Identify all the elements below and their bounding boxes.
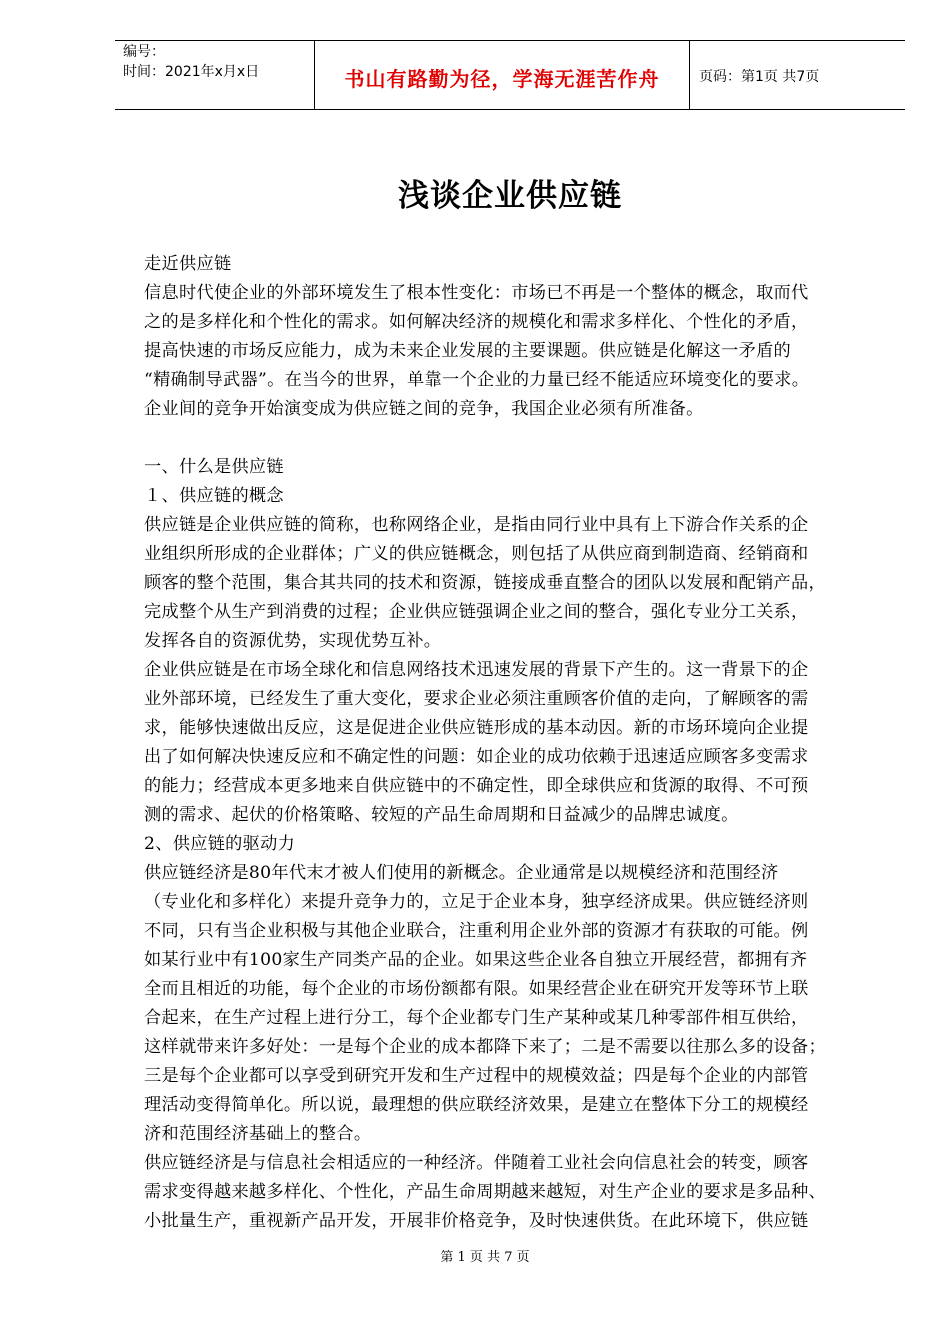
- body-text-line: 如某行业中有100家生产同类产品的企业。如果这些企业各自独立开展经营，都拥有齐: [144, 950, 808, 970]
- body-text-line: １、供应链的概念: [144, 486, 284, 506]
- body-text-line: 企业供应链是在市场全球化和信息网络技术迅速发展的背景下产生的。这一背景下的企: [144, 660, 809, 680]
- body-text-line: “精确制导武器”。在当今的世界，单靠一个企业的力量已经不能适应环境变化的要求。: [144, 370, 810, 390]
- body-text-line: 测的需求、起伏的价格策略、较短的产品生命周期和日益减少的品牌忠诚度。: [144, 805, 739, 825]
- body-text-line: 济和范围经济基础上的整合。: [144, 1124, 372, 1144]
- body-text-line: 理活动变得简单化。所以说，最理想的供应联经济效果，是建立在整体下分工的规模经: [144, 1095, 809, 1115]
- body-text-line: 业外部环境，已经发生了重大变化，要求企业必须注重顾客价值的走向，了解顾客的需: [144, 689, 809, 709]
- body-text-line: 求，能够快速做出反应，这是促进企业供应链形成的基本动因。新的市场环境向企业提: [144, 718, 809, 738]
- body-text-line: 供应链是企业供应链的简称，也称网络企业，是指由同行业中具有上下游合作关系的企: [144, 515, 809, 535]
- body-text-line: 供应链经济是80年代末才被人们使用的新概念。企业通常是以规模经济和范围经济: [144, 863, 779, 883]
- document-header: [115, 40, 905, 110]
- body-text-line: 顾客的整个范围，集合其共同的技术和资源，链接成垂直整合的团队以发展和配销产品，: [144, 573, 827, 593]
- body-text-line: 2、供应链的驱动力: [144, 834, 296, 854]
- body-text-line: 三是每个企业都可以享受到研究开发和生产过程中的规模效益；四是每个企业的内部管: [144, 1066, 809, 1086]
- header-page-info: 页码：第1页 共7页: [699, 69, 820, 85]
- body-text-line: 业组织所形成的企业群体；广义的供应链概念，则包括了从供应商到制造商、经销商和: [144, 544, 809, 564]
- serial-label: 编号：: [123, 44, 165, 60]
- body-text-line: （专业化和多样化）来提升竞争力的，立足于企业本身，独享经济成果。供应链经济则: [144, 892, 809, 912]
- body-text-line: 合起来，在生产过程上进行分工，每个企业都专门生产某种或某几种零部件相互供给，: [144, 1008, 809, 1028]
- header-motto: 书山有路勤为径，学海无涯苦作舟: [344, 67, 660, 91]
- document-title: 浅谈企业供应链: [398, 178, 622, 214]
- body-text-line: 出了如何解决快速反应和不确定性的问题：如企业的成功依赖于迅速适应顾客多变需求: [144, 747, 809, 767]
- header-motto-cell: [315, 41, 690, 109]
- document-body: [144, 250, 884, 1236]
- body-text-line: 完成整个从生产到消费的过程；企业供应链强调企业之间的整合，强化专业分工关系，: [144, 602, 809, 622]
- body-text-line: 这样就带来许多好处：一是每个企业的成本都降下来了；二是不需要以往那么多的设备；: [144, 1037, 827, 1057]
- blank-line: [144, 424, 884, 453]
- time-label: 时间：2021年x月x日: [123, 64, 260, 80]
- body-text-line: 不同，只有当企业积极与其他企业联合，注重利用企业外部的资源才有获取的可能。例: [144, 921, 809, 941]
- body-text-line: 提高快速的市场反应能力，成为未来企业发展的主要课题。供应链是化解这一矛盾的: [144, 341, 792, 361]
- header-meta: [115, 41, 315, 109]
- body-text-line: 发挥各自的资源优势，实现优势互补。: [144, 631, 442, 651]
- body-text-line: 小批量生产，重视新产品开发，开展非价格竞争，及时快速供货。在此环境下，供应链: [144, 1211, 809, 1231]
- body-text-line: 走近供应链: [144, 254, 232, 274]
- body-text-line: 需求变得越来越多样化、个性化，产品生命周期越来越短，对生产企业的要求是多品种、: [144, 1182, 827, 1202]
- body-text-line: 企业间的竞争开始演变成为供应链之间的竞争，我国企业必须有所准备。: [144, 399, 704, 419]
- body-text-line: 信息时代使企业的外部环境发生了根本性变化：市场已不再是一个整体的概念，取而代: [144, 283, 809, 303]
- body-text-line: 全而且相近的功能，每个企业的市场份额都有限。如果经营企业在研究开发等环节上联: [144, 979, 809, 999]
- body-text-line: 一、什么是供应链: [144, 457, 284, 477]
- body-text-line: 的能力；经营成本更多地来自供应链中的不确定性，即全球供应和货源的取得、不可预: [144, 776, 809, 796]
- body-text-line: 供应链经济是与信息社会相适应的一种经济。伴随着工业社会向信息社会的转变，顾客: [144, 1153, 809, 1173]
- body-text-line: 之的是多样化和个性化的需求。如何解决经济的规模化和需求多样化、个性化的矛盾，: [144, 312, 809, 332]
- page-footer: 第 1 页 共 7 页: [440, 1250, 530, 1265]
